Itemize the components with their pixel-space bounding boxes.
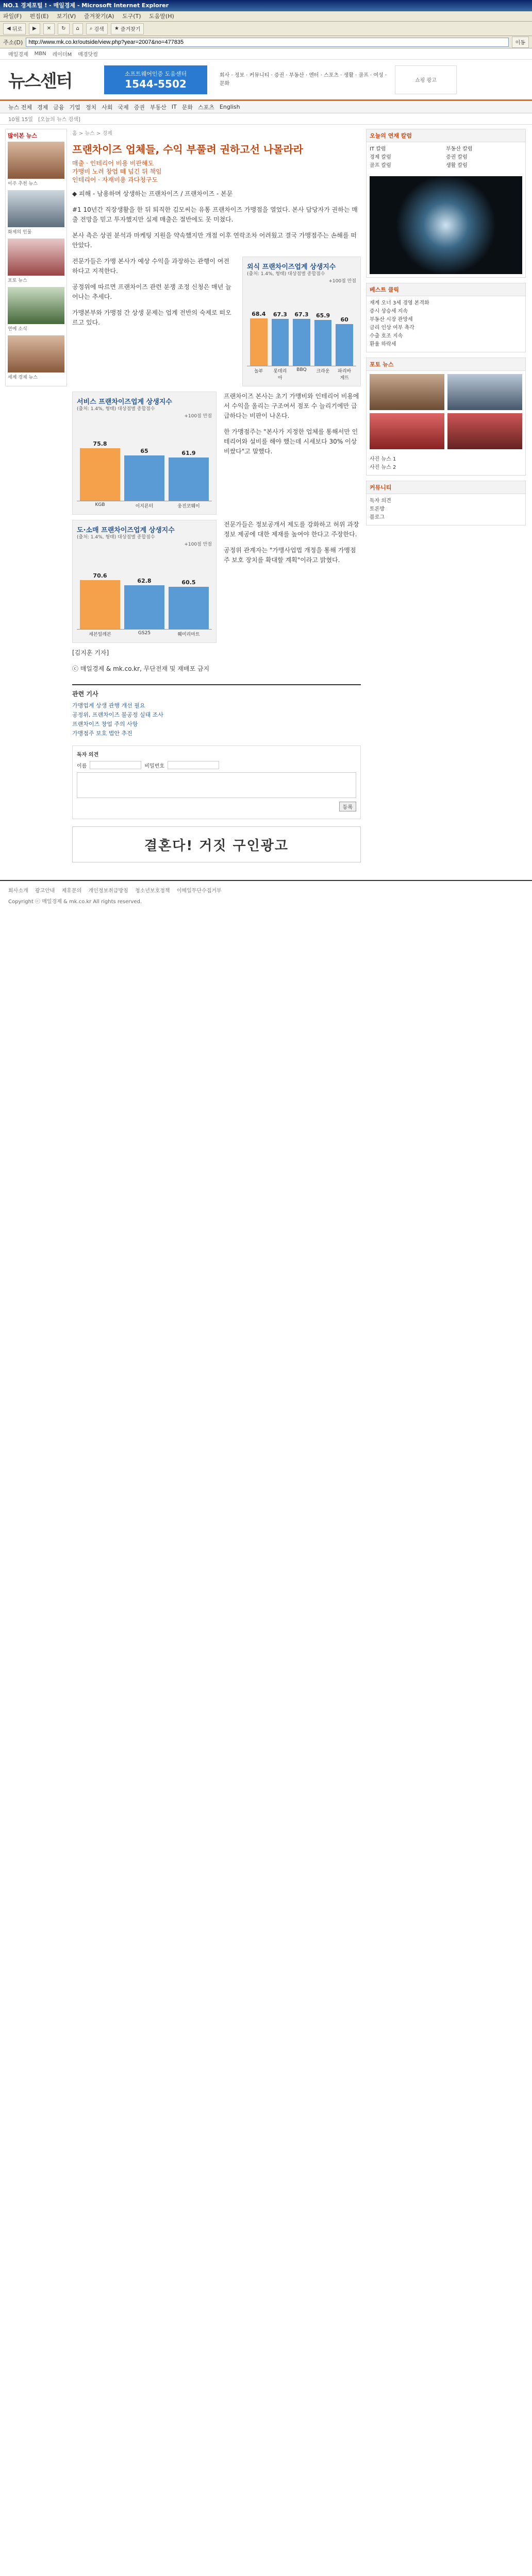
bar-fill [124,455,164,501]
sub-nav [0,113,532,125]
chart-note: (출처: 1.4%, 형태) 대상점별 종합점수 [77,406,155,412]
menu-bar [0,11,532,22]
bar-fill [169,587,209,629]
reply-textarea[interactable] [77,772,356,798]
bar-value-label: 62.8 [137,578,152,585]
chart-legend: +100점 만점 [184,542,212,547]
x-tick-label: 훼미리마트 [177,632,200,637]
paragraph: 본사 측은 상권 분석과 마케팅 지원을 약속했지만 개점 이후 연락조차 어려웠고 결국 가맹점주는 손해를 떠안았다. [72,232,357,249]
video-player[interactable] [370,176,522,274]
nav-item[interactable]: 부동산 [149,104,167,111]
article-subheadline: 매출 · 인테리어 비용 비판해도 가맹비 노려 창업 떼 넘긴 뒤 책임 인테리어 · 자재비용 과다청구도 [72,160,162,183]
photo[interactable] [370,374,444,410]
home-button[interactable] [73,23,83,35]
related-item[interactable]: 프랜차이즈 창업 주의 사항 [72,721,138,727]
breadcrumb[interactable]: 홈 > 뉴스 > 경제 [72,131,112,137]
chart-title: 서비스 프랜차이즈업계 상생지수 [77,398,172,406]
forward-button[interactable] [29,23,40,35]
chart-service [72,392,217,515]
star-icon: ★ [114,26,119,31]
column-box [366,129,526,278]
photo-caption[interactable]: 사진 뉴스 2 [370,465,396,470]
related-item[interactable]: 공정위, 프랜차이즈 불공정 실태 조사 [72,711,163,718]
footer-links [8,886,524,894]
site-footer [0,880,532,910]
menu-favorites[interactable]: 즐겨찾기(A) [84,13,114,20]
chart-retail [72,520,217,643]
thumb-caption[interactable]: 이주 추천 뉴스 [8,181,38,187]
site-logo[interactable]: 뉴스센터 [8,71,72,92]
chart-legend: +100점 만점 [328,279,356,284]
nav-item[interactable]: 뉴스 전체 [8,104,32,111]
x-tick-label: 이지른터 [135,504,154,509]
best-link[interactable]: 금리 인상 여부 촉각 [370,325,414,331]
community-link[interactable]: 토론방 [370,506,385,512]
best-link[interactable]: 환율 하락세 [370,342,396,347]
bar-value-label: 65 [140,448,148,455]
menu-edit[interactable]: 편집(E) [29,13,49,20]
right-column [366,125,526,870]
chart-title: 도·소매 프랜차이즈업계 상생지수 [77,527,175,534]
best-link[interactable]: 수출 호조 지속 [370,333,403,339]
paragraph: 전문가들은 가맹 본사가 예상 수익을 과장하는 관행이 여전하다고 지적한다. [72,258,229,275]
bar-value-label: 67.3 [294,311,309,318]
thumbnail[interactable] [8,239,64,276]
topbar-link-3[interactable]: 레이더M [52,52,72,58]
stop-button[interactable] [43,23,55,35]
forward-arrow-icon: ▶ [32,26,37,31]
footer-link[interactable]: 청소년보호정책 [135,888,170,894]
site-header [0,60,532,101]
name-label: 이름 [77,763,87,769]
nav-item[interactable]: 경제 [37,104,48,111]
column-link[interactable]: 골프 칼럼 [370,163,391,168]
photo-grid [367,371,525,452]
header-ad[interactable]: 쇼핑 광고 [395,65,457,94]
thumbnail[interactable] [8,287,64,324]
browser-toolbar [0,22,532,36]
x-tick-label: 세븐일레븐 [89,632,111,637]
chart-bar [336,284,353,366]
community-link[interactable]: 독자 의견 [370,498,391,504]
favorites-button[interactable]: ★ 즐겨찾기 [111,23,144,35]
photo[interactable] [370,413,444,449]
best-link[interactable]: 부동산 시장 관망세 [370,317,413,323]
site-topbar [0,48,532,60]
chart-bar [169,547,209,629]
chart-note: (출처: 1.4%, 형태) 대상점별 종합점수 [247,272,325,277]
x-tick-label: KGB [95,502,105,507]
menu-file[interactable]: 파일(F) [3,13,22,20]
community-link[interactable]: 블로그 [370,515,385,520]
paragraph: 전문가들은 정보공개서 제도를 강화하고 허위 과장 정보 제공에 대한 제재를 높여야 한다고 주장한다. [224,521,359,538]
window-title: NO.1 경제포털 ! - 매일경제 - Microsoft Internet Explorer [0,0,532,11]
bar-fill [80,580,120,629]
thumb-caption[interactable]: 포토 뉴스 [8,278,27,283]
bar-fill [250,318,268,366]
thumb-caption[interactable]: 화제의 인물 [8,230,32,235]
chart-note: (출처: 1.4%, 형태) 대상점별 종합점수 [77,535,155,540]
footer-link[interactable]: 개인정보취급방침 [88,888,128,894]
article-headline: 프랜차이즈 업체들, 수익 부풀려 권하고선 나몰라라 [72,143,304,156]
home-icon: ⌂ [76,26,79,31]
bar-value-label: 68.4 [252,310,266,317]
header-banner[interactable] [104,65,207,94]
bar-value-label: 67.3 [273,311,287,318]
chart-xlabels [77,630,212,638]
paragraph: #1 10년간 직장생활을 한 뒤 퇴직한 김모씨는 유통 프랜차이즈 가맹점을 열었다. 본사 담당자가 권하는 매출 전망을 믿고 투자했지만 실제 매출은 절반에도 못 미쳤다. [72,206,358,223]
paragraph: 공정위 관계자는 "가맹사업법 개정을 통해 가맹점주 보호 장치를 확대할 계획"이라고 밝혔다. [224,547,356,564]
nav-item[interactable]: 정치 [85,104,97,111]
article-main [72,125,361,870]
chart-bar [80,419,120,501]
byline: [김지훈 기자] [72,649,109,656]
copyright: ⓒ 매일경제 & mk.co.kr, 무단전재 및 재배포 금지 [72,665,210,672]
nav-item[interactable]: 금융 [53,104,64,111]
column-link[interactable]: 증권 칼럼 [446,155,468,160]
chart-bar [169,419,209,501]
x-tick-label: 크라운 [316,369,330,374]
chart-bars [77,419,212,501]
paragraph: 공정위에 따르면 프랜차이즈 관련 분쟁 조정 신청은 매년 늘어나는 추세다. [72,283,231,300]
nav-item[interactable]: 사회 [102,104,113,111]
refresh-button[interactable] [58,23,69,35]
thumb-caption[interactable]: 세계 경제 뉴스 [8,375,38,380]
related-item[interactable]: 가맹점주 보호 법안 추진 [72,730,132,737]
topbar-link-4[interactable]: 매경닷컴 [78,52,98,58]
chart-title: 외식 프랜차이즈업계 상생지수 [247,263,336,271]
search-button[interactable]: ⌕ 검색 [86,23,108,35]
bottom-ad[interactable]: 결혼다! 거짓 구인광고 [72,826,361,862]
left-box-title: 많이본 뉴스 [8,132,37,139]
nav-item[interactable]: 국제 [118,104,129,111]
best-link[interactable]: 재계 오너 3세 경영 본격화 [370,300,429,306]
pw-label: 비밀번호 [144,763,164,769]
chart-food [242,257,361,386]
bar-value-label: 61.9 [181,450,196,457]
x-tick-label: BBQ [296,367,307,372]
chart-bars [77,547,212,630]
thumbnail[interactable] [8,142,64,179]
go-button[interactable]: 이동 [512,37,529,48]
reply-title: 독자 의견 [77,752,99,758]
column-link[interactable]: 경제 칼럼 [370,155,391,160]
date-text: 10월 15일 [8,117,33,123]
related-news [72,684,361,738]
chart-bar [314,284,332,366]
banner-phone: 1544-5502 [125,77,187,90]
chart-xlabels [77,501,212,510]
x-tick-label: 웅진코웨이 [177,504,200,509]
name-input[interactable] [90,761,141,769]
x-tick-label: 파리바게뜨 [338,369,352,381]
chart-bar [80,547,120,629]
left-box [5,129,67,386]
column-link[interactable]: IT 칼럼 [370,146,386,152]
bar-fill [293,319,310,366]
bar-value-label: 75.8 [93,440,107,447]
bar-fill [314,320,332,366]
nav-item[interactable]: 문화 [181,104,193,111]
box-title: 포토 뉴스 [367,358,525,371]
column-link[interactable]: 부동산 칼럼 [446,146,473,152]
bar-fill [169,457,209,501]
photo-caption[interactable]: 사진 뉴스 1 [370,456,396,462]
chart-bar [250,284,268,366]
box-title: 베스트 클릭 [367,283,525,296]
menu-help[interactable]: 도움말(H) [149,13,174,20]
bar-value-label: 60.5 [181,579,196,586]
topbar-link-1[interactable]: 매일경제 [8,52,28,58]
global-nav[interactable]: 회사 · 정보 · 커뮤니티 · 증권 · 부동산 · 엔터 · 스포츠 · 생활 · 골프 · 여성 · 문화 [220,72,387,87]
related-title: 관련 기사 [72,690,98,698]
photo[interactable] [447,374,522,410]
bar-value-label: 70.6 [93,572,107,579]
chart-bar [272,284,289,366]
footer-link[interactable]: 이메일무단수집거부 [176,888,222,894]
back-arrow-icon: ◀ [7,26,11,31]
x-tick-label: GS25 [138,631,151,636]
address-label: 주소(D) [3,39,23,46]
related-item[interactable]: 가맹업계 상생 관행 개선 필요 [72,702,145,709]
bar-fill [80,448,120,501]
nav-item[interactable]: IT [171,104,177,110]
chart-bars [247,284,356,366]
topbar-link-2[interactable]: MBN [34,51,46,57]
x-tick-label: 놀부 [254,369,263,374]
paragraph: ◆ 피해 - 남용하며 상생하는 프랜차이즈 / 프랜차이즈 - 본문 [72,190,233,197]
nav-item[interactable]: 스포츠 [198,104,214,111]
thumb-caption[interactable]: 연예 소식 [8,327,27,332]
url-input[interactable] [26,38,508,47]
column-link[interactable]: 생활 칼럼 [446,163,468,168]
address-bar [0,36,532,48]
box-title: 오늘의 연재 칼럼 [367,129,525,142]
paragraph: 가맹본부와 가맹점 간 상생 문제는 업계 전반의 숙제로 떠오르고 있다. [72,309,231,326]
paragraph: 프랜차이즈 본사는 초기 가맹비와 인테리어 비용에서 수익을 올리는 구조여서 점포 수 늘리기에만 급급하다는 비판이 나온다. [224,393,359,419]
x-tick-label: 롯데리아 [273,369,287,381]
footer-link[interactable]: 광고안내 [35,888,55,894]
chart-legend: +100점 만점 [184,414,212,419]
refresh-icon: ↻ [61,26,66,31]
chart-bar [124,547,164,629]
best-link[interactable]: 증시 상승세 지속 [370,309,408,314]
bar-value-label: 60 [340,316,348,323]
thumbnail[interactable] [8,335,64,372]
left-column [5,125,67,870]
menu-tools[interactable]: 도구(T) [122,13,141,20]
back-button[interactable]: ◀ 뒤로 [3,23,26,35]
search-icon: ⌕ [89,26,93,31]
nav-item[interactable]: 증권 [134,104,145,111]
community-box [366,481,526,526]
stop-icon: ✕ [46,26,52,31]
chart-xlabels [247,366,356,382]
footer-link[interactable]: 회사소개 [8,888,28,894]
bar-fill [336,324,353,366]
nav-item[interactable]: 기업 [69,104,80,111]
box-title: 커뮤니티 [367,481,525,494]
paragraph: 한 가맹점주는 "본사가 지정한 업체를 통해서만 인테리어와 설비를 해야 했는데 시세보다 30% 이상 비쌌다"고 말했다. [224,428,358,455]
reply-box [72,745,361,819]
photo-news-box [366,358,526,476]
thumbnail[interactable] [8,190,64,227]
bar-fill [272,319,289,366]
reply-submit-button[interactable]: 등록 [339,802,356,811]
copyright-footer: Copyright ⓒ 매일경제 & mk.co.kr All rights reserved. [8,899,142,905]
bar-fill [124,585,164,629]
best-click-box [366,283,526,352]
article-body [72,189,361,674]
chart-bar [293,284,310,366]
photo[interactable] [447,413,522,449]
bar-value-label: 65.9 [316,312,330,319]
main-nav [0,101,532,113]
password-input[interactable] [168,761,219,769]
footer-link[interactable]: 제휴문의 [61,888,82,894]
search-link[interactable]: [오늘의 뉴스 검색] [38,117,80,123]
banner-text: 소프트웨어인증 도움센터 [124,70,187,77]
nav-item[interactable]: English [219,104,240,110]
chart-bar [124,419,164,501]
menu-view[interactable]: 보기(V) [56,13,76,20]
